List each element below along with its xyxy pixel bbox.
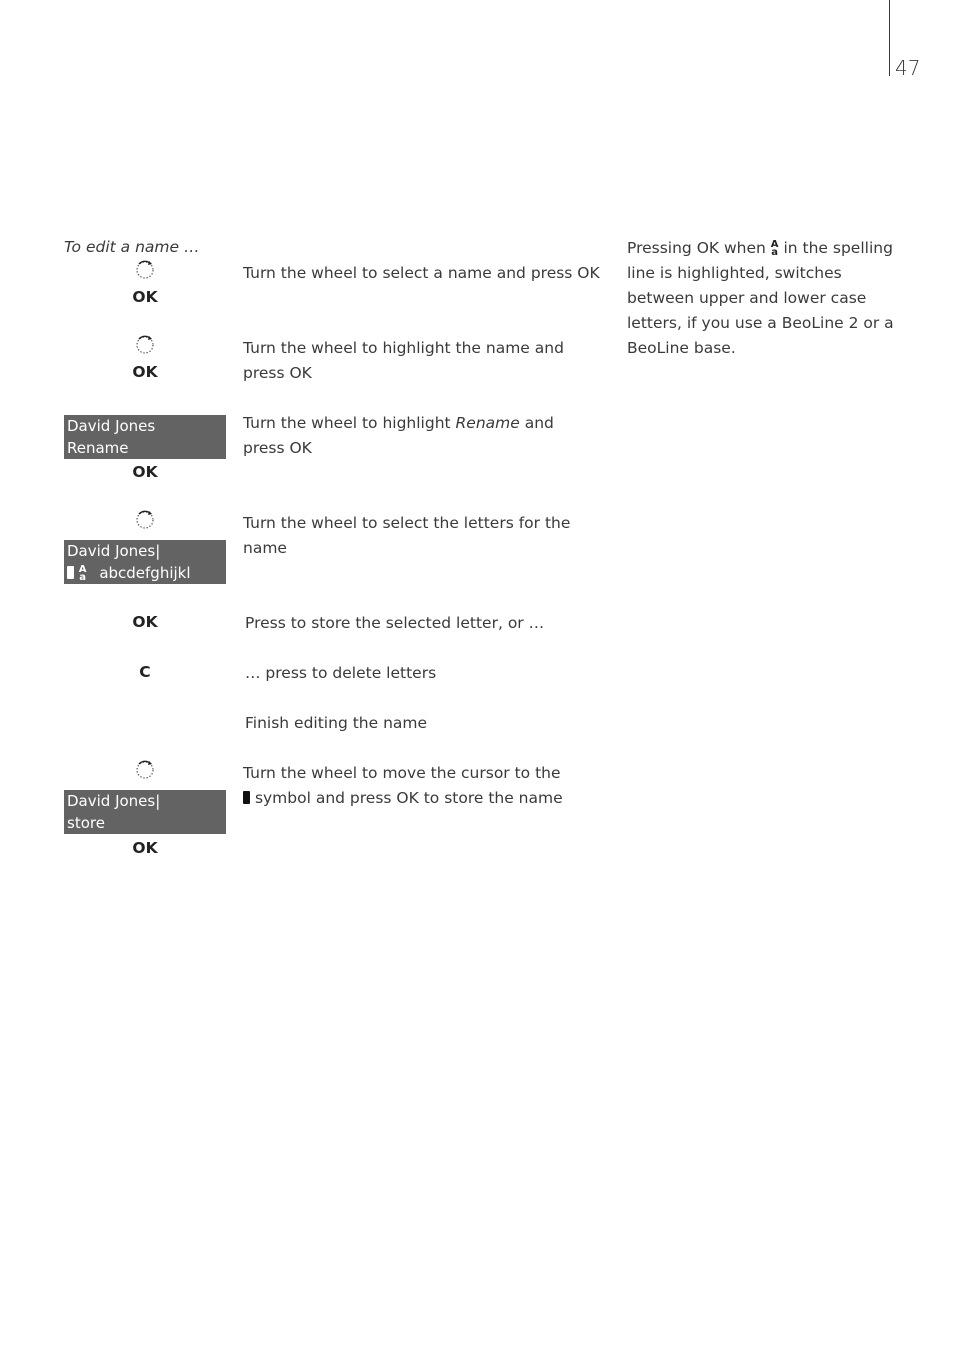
step-7-text: Finish editing the name (245, 714, 428, 732)
display-line-1: David Jones| (67, 792, 161, 810)
spelling-letters: abcdefghijkl (99, 564, 191, 582)
ok-key-label: OK (132, 463, 158, 481)
display-store (64, 790, 226, 834)
ok-key-label: OK (132, 839, 158, 857)
battery-store-icon (67, 566, 74, 579)
case-toggle-icon: A a (770, 239, 779, 258)
page-rule (889, 0, 890, 76)
wheel-icon (135, 260, 155, 280)
wheel-icon (135, 760, 155, 780)
wheel-icon (135, 510, 155, 530)
display-line-2: Rename (67, 439, 129, 457)
step-1-text: Turn the wheel to select a name and press OK (243, 264, 600, 282)
c-key-label: C (139, 663, 151, 681)
display-line-1: David Jones| (67, 542, 161, 560)
step-3-post: and press OK (243, 414, 554, 457)
step-2-text: Turn the wheel to highlight the name and press OK (243, 339, 564, 382)
side-note (627, 236, 897, 361)
step-3-text (243, 411, 593, 461)
step-3-emphasis: Rename (455, 414, 520, 432)
section-heading: To edit a name … (64, 238, 200, 256)
display-spelling-line (67, 562, 223, 584)
case-toggle-icon: A a (78, 564, 87, 583)
ok-key-label: OK (132, 288, 158, 306)
battery-store-icon (243, 791, 250, 804)
step-8-post: symbol and press OK to store the name (254, 789, 563, 807)
step-3-pre: Turn the wheel to highlight (243, 414, 456, 432)
page-number: 47 (895, 56, 921, 80)
display-spelling (64, 540, 226, 584)
wheel-icon (135, 335, 155, 355)
step-8-text (243, 761, 583, 811)
display-line-2: store (67, 814, 105, 832)
ok-key-label: OK (132, 613, 158, 631)
step-4-text: Turn the wheel to select the letters for the name (243, 514, 571, 557)
side-note-pre: Pressing OK when (627, 239, 766, 257)
display-rename (64, 415, 226, 459)
ok-key-label: OK (132, 363, 158, 381)
display-line-1: David Jones (67, 417, 156, 435)
step-5-text: Press to store the selected letter, or … (245, 614, 545, 632)
side-note-post: in the spelling line is highlighted, switches between upper and lower case letters, if you use a BeoLine 2 or a BeoLine base. (627, 239, 894, 357)
step-6-text: … press to delete letters (245, 664, 437, 682)
step-8-pre: Turn the wheel to move the cursor to the (243, 764, 561, 782)
